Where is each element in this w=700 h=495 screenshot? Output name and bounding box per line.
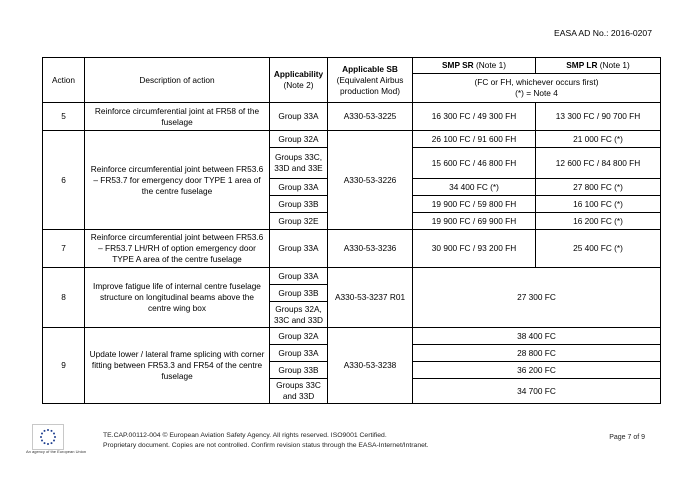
table-row: [43, 268, 661, 285]
applicability-cell: Group 33B: [270, 285, 328, 302]
col-header-action: Action: [43, 58, 85, 103]
action-description: Improve fatigue life of internal centre fuselage structure on longitudinal beams above the centre wing box: [85, 268, 270, 328]
action-description: Update lower / lateral frame splicing with corner fitting between FR53.3 and FR54 of the centre fuselage: [85, 328, 270, 404]
applicability-cell: Group 32E: [270, 213, 328, 230]
action-number: 5: [43, 103, 85, 131]
footer-line-2: Proprietary document. Copies are not controlled. Confirm revision status through the EASA-Internet/Intranet.: [103, 441, 429, 449]
smp-subheader: [413, 74, 661, 103]
smp-sr-cell: 16 300 FC / 49 300 FH: [413, 103, 536, 131]
sb-cell: A330-53-3238: [328, 328, 413, 404]
agency-caption: An agency of the European Union: [26, 449, 87, 454]
smp-lr-cell: 12 600 FC / 84 800 FH: [536, 148, 661, 179]
applicability-note: (Note 2): [283, 80, 314, 90]
smp-lr-cell: 16 100 FC (*): [536, 196, 661, 213]
sb-note: (Equivalent Airbus production Mod): [336, 74, 404, 96]
smp-combined-cell: 36 200 FC: [413, 362, 661, 379]
smp-lr-cell: 16 200 FC (*): [536, 213, 661, 230]
col-header-smp-sr: [413, 58, 536, 74]
footer-text: [103, 431, 429, 450]
smp-note4: (*) = Note 4: [515, 88, 558, 98]
actions-table: [42, 57, 661, 404]
col-header-description: Description of action: [85, 58, 270, 103]
sb-cell: A330-53-3226: [328, 131, 413, 230]
header-row: [43, 58, 661, 74]
eu-stars-icon: [33, 425, 63, 449]
action-description: Reinforce circumferential joint between FR53.6 – FR53.7 LH/RH of option emergency door TYPE A area of the centre fuselage: [85, 230, 270, 268]
sb-cell: A330-53-3225: [328, 103, 413, 131]
smp-combined-cell: 34 700 FC: [413, 379, 661, 404]
smp-lr-title: SMP LR: [566, 60, 598, 70]
table-row: [43, 230, 661, 268]
action-number: 7: [43, 230, 85, 268]
sb-title: Applicable SB: [342, 63, 398, 74]
smp-sr-cell: 15 600 FC / 46 800 FH: [413, 148, 536, 179]
smp-lr-cell: 25 400 FC (*): [536, 230, 661, 268]
col-header-smp-lr: [536, 58, 661, 74]
applicability-cell: Group 32A: [270, 328, 328, 345]
action-description: Reinforce circumferential joint at FR58 of the fuselage: [85, 103, 270, 131]
ad-reference: EASA AD No.: 2016-0207: [554, 28, 652, 38]
table-row: [43, 131, 661, 148]
smp-subheader-text: (FC or FH, whichever occurs first): [474, 77, 599, 87]
applicability-cell: Group 33A: [270, 103, 328, 131]
applicability-cell: Group 33A: [270, 268, 328, 285]
smp-combined-cell: 28 800 FC: [413, 345, 661, 362]
applicability-cell: Group 33B: [270, 362, 328, 379]
smp-combined-cell: 38 400 FC: [413, 328, 661, 345]
applicability-cell: Group 33A: [270, 179, 328, 196]
page-number: Page 7 of 9: [609, 434, 645, 441]
smp-sr-cell: 19 900 FC / 59 800 FH: [413, 196, 536, 213]
smp-combined-cell: 27 300 FC: [413, 268, 661, 328]
smp-sr-title: SMP SR: [442, 60, 474, 70]
applicability-cell: Groups 32A, 33C and 33D: [270, 302, 328, 328]
eu-flag-logo: [32, 424, 64, 450]
action-number: 8: [43, 268, 85, 328]
sb-cell: A330-53-3237 R01: [328, 268, 413, 328]
applicability-cell: Groups 33C and 33D: [270, 379, 328, 404]
applicability-cell: Group 33B: [270, 196, 328, 213]
col-header-sb: [328, 58, 413, 103]
applicability-cell: Groups 33C, 33D and 33E: [270, 148, 328, 179]
table-row: [43, 103, 661, 131]
action-number: 9: [43, 328, 85, 404]
smp-sr-cell: 34 400 FC (*): [413, 179, 536, 196]
action-number: 6: [43, 131, 85, 230]
sb-cell: A330-53-3236: [328, 230, 413, 268]
applicability-cell: Group 33A: [270, 230, 328, 268]
table-row: [43, 328, 661, 345]
applicability-title: Applicability: [273, 69, 324, 79]
smp-lr-cell: 13 300 FC / 90 700 FH: [536, 103, 661, 131]
smp-lr-cell: 27 800 FC (*): [536, 179, 661, 196]
smp-sr-cell: 26 100 FC / 91 600 FH: [413, 131, 536, 148]
smp-lr-cell: 21 000 FC (*): [536, 131, 661, 148]
footer-line-1: TE.CAP.00112-004 © European Aviation Safety Agency. All rights reserved. ISO9001 Certified.: [103, 432, 387, 439]
col-header-applicability: [270, 58, 328, 103]
action-description: Reinforce circumferential joint between FR53.6 – FR53.7 for emergency door TYPE 1 area of the centre fuselage: [85, 131, 270, 230]
applicability-cell: Group 33A: [270, 345, 328, 362]
applicability-cell: Group 32A: [270, 131, 328, 148]
smp-lr-note: (Note 1): [599, 60, 630, 70]
smp-sr-note: (Note 1): [476, 60, 506, 70]
smp-sr-cell: 30 900 FC / 93 200 FH: [413, 230, 536, 268]
smp-sr-cell: 19 900 FC / 69 900 FH: [413, 213, 536, 230]
